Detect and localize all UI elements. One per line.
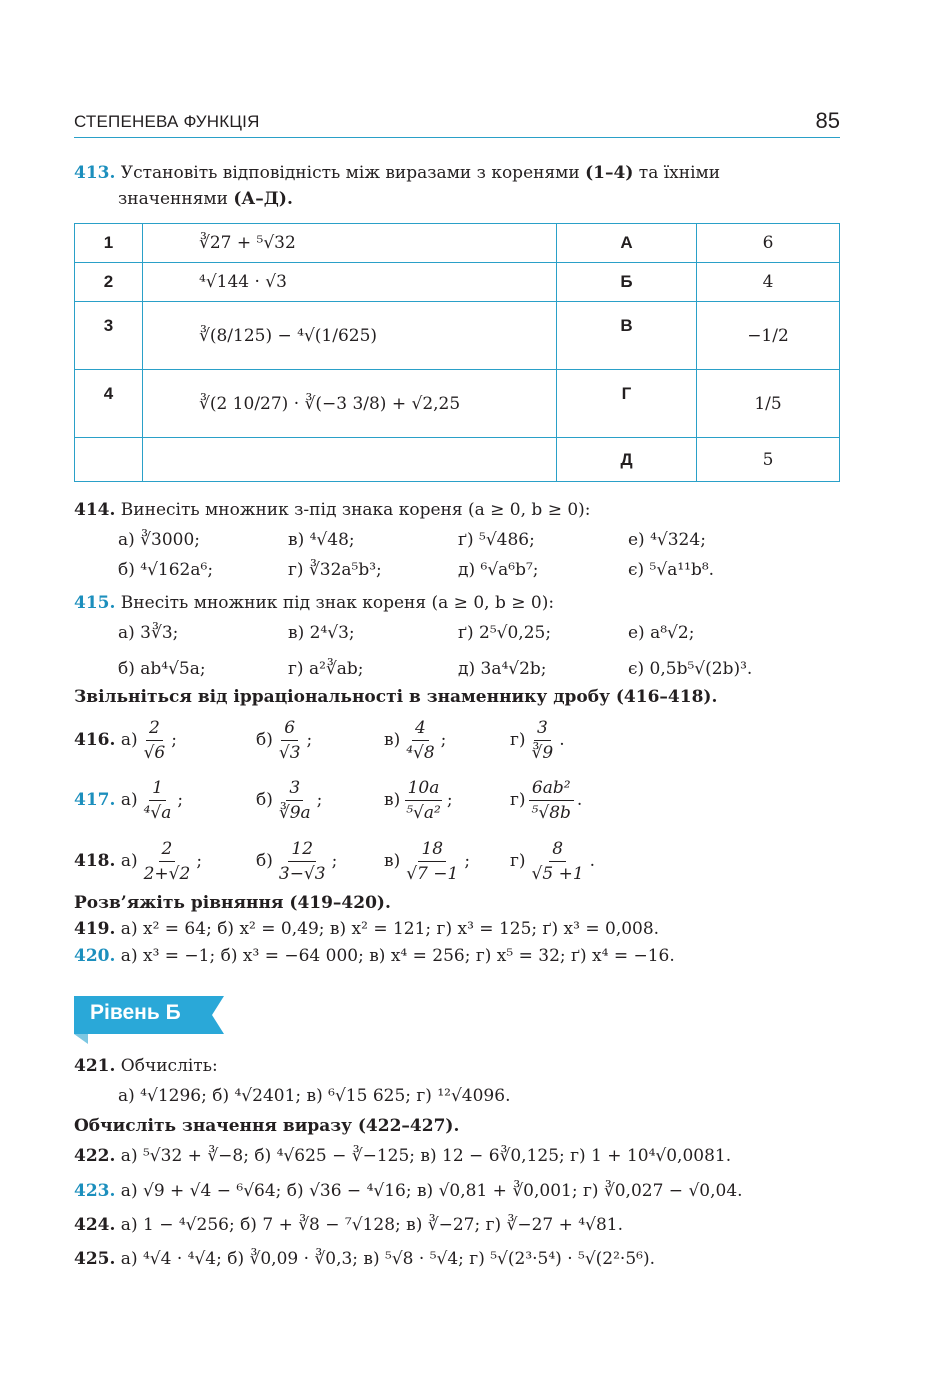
fraction [529,837,587,886]
answer-value: 4 [697,263,840,302]
answer-row [74,618,842,648]
answer-item: д) ⁶√a⁶b⁷; [458,560,539,580]
fraction [141,837,194,886]
exercise-number: 415. [74,593,116,613]
root-expression: ∛(8/125) − ⁴√(1/625) [143,302,557,370]
item-label: г) [510,730,526,750]
fraction [403,716,437,765]
fraction-item [256,772,322,828]
exercise-414-prompt [74,495,842,525]
numerator: 4 [412,716,429,741]
fraction-item [510,833,595,889]
answer-letter: Г [557,370,697,438]
root-expression: ⁴√144 · √3 [143,263,557,302]
exercise-text: Установіть відповідність між виразами з коренями [115,163,586,183]
denominator: ∛9a [278,802,311,823]
numerator: 2 [159,837,176,862]
exercise-number: 417. [74,790,116,810]
exercise-number: 425. [74,1249,116,1269]
numerator: 1 [149,776,166,801]
answer-item: ґ) 2⁵√0,25; [458,623,552,643]
item-label: б) [256,851,273,871]
answer-item: ґ) ⁵√486; [458,530,535,550]
fraction-item [256,833,337,889]
section-hint: Обчисліть значення виразу (422–427). [74,1116,460,1136]
item-label: в) [384,730,401,750]
exercise-418 [74,833,842,889]
answer-item: б) ab⁴√5a; [118,659,206,679]
denominator: 3−√3 [278,863,326,884]
exercise-number: 421. [74,1056,116,1076]
denominator: ⁴√8 [406,742,435,763]
answer-item: г) a²∛ab; [288,659,364,679]
fraction [276,776,314,825]
exercise-text: Обчисліть: [115,1056,218,1076]
table-row [75,438,840,482]
fraction-item [384,712,446,768]
exercise-text-bold: (1–4) [585,163,634,183]
answer-item: е) a⁸√2; [628,623,695,643]
answer-item: а) 3∛3; [118,623,179,643]
exercise-text: а) 1 − ⁴√256; б) 7 + ∛8 − ⁷√128; в) ∛−27; г) ∛−27 + ⁴√81. [115,1215,623,1235]
item-label: б) [256,790,273,810]
chapter-title: СТЕПЕНЕВА ФУНКЦІЯ [74,112,260,131]
answer-letter: А [557,224,697,263]
item-label: а) [120,730,138,750]
exercise-417 [74,772,842,828]
numerator: 18 [418,837,446,862]
exercise-number: 422. [74,1146,116,1166]
row-index: 3 [75,302,143,370]
table-row [75,263,840,302]
fraction [276,716,304,765]
fraction-item [510,712,565,768]
item-label: г) [510,851,526,871]
root-expression: ∛(2 10/27) · ∛(−3 3/8) + √2,25 [143,370,557,438]
numerator: 10a [405,776,443,801]
answer-letter: Б [557,263,697,302]
exercise-text: значеннями [118,189,234,209]
item-label: г) [510,790,526,810]
answer-item: в) ⁴√48; [288,530,355,550]
exercise-number: 416. [74,730,116,750]
fraction-item [74,833,202,889]
exercise-423 [74,1178,842,1204]
exercise-number: 423. [74,1181,116,1201]
item-label: в) [384,851,401,871]
answer-row: а) ⁴√1296; б) ⁴√2401; в) ⁶√15 625; г) ¹²√4096. [118,1086,511,1106]
answer-row [74,525,842,555]
exercise-number: 418. [74,851,116,871]
item-label: в) [384,790,401,810]
exercise-421 [74,1051,842,1111]
fraction [529,716,557,765]
answer-letter: Д [557,438,697,482]
row-index: 2 [75,263,143,302]
denominator: 2+√2 [143,863,191,884]
fraction-item [510,772,582,828]
punct: ; [331,851,338,871]
answer-item: в) 2⁴√3; [288,623,355,643]
row-index: 1 [75,224,143,263]
answer-item: г) ∛32a⁵b³; [288,560,382,580]
punct: ; [196,851,203,871]
punct: ; [464,851,471,871]
exercise-414 [74,495,842,585]
exercise-number: 424. [74,1215,116,1235]
punct: ; [440,730,447,750]
fraction [141,776,175,825]
denominator: √7 −1 [406,863,459,884]
exercise-number: 419. [74,919,116,939]
denominator: √6 [143,742,166,763]
punct: ; [171,730,177,750]
fraction-item [256,712,312,768]
answer-item: є) ⁵√a¹¹b⁸. [628,560,715,580]
exercise-text: та їхніми [633,163,721,183]
answer-value: −1/2 [697,302,840,370]
denominator: √3 [278,742,301,763]
exercise-415-prompt [74,588,842,618]
answer-value: 5 [697,438,840,482]
level-badge [74,996,224,1034]
denominator: ⁴√a [143,802,172,823]
fraction-item [384,772,453,828]
numerator: 3 [534,716,551,741]
fraction [403,776,444,825]
exercise-text-bold: (А–Д). [233,189,293,209]
exercise-419 [74,916,842,942]
level-badge-tail [74,1034,88,1044]
exercise-413 [74,160,842,212]
punct: ; [446,790,453,810]
exercise-text: а) x² = 64; б) x² = 0,49; в) x² = 121; г) x³ = 125; ґ) x³ = 0,008. [115,919,660,939]
exercise-413-line2 [74,186,842,212]
item-label: б) [256,730,273,750]
punct: . [576,790,583,810]
running-head [74,108,840,138]
fraction [403,837,461,886]
answer-item: є) 0,5b⁵√(2b)³. [628,659,753,679]
punct: . [589,851,596,871]
answer-item: д) 3a⁴√2b; [458,659,547,679]
table-row [75,302,840,370]
fraction [529,776,574,825]
answer-row [74,654,842,684]
answer-item: е) ⁴√324; [628,530,706,550]
item-label: а) [120,790,138,810]
table-row [75,224,840,263]
section-hint: Звільніться від ірраціональності в знаменнику дробу (416–418). [74,687,718,707]
exercise-420 [74,943,842,969]
numerator: 12 [288,837,316,862]
exercise-415 [74,588,842,684]
answer-letter: В [557,302,697,370]
answer-value: 1/5 [697,370,840,438]
row-index [75,438,143,482]
exercise-421-prompt [74,1051,842,1081]
exercise-text: Внесіть множник під знак кореня (a ≥ 0, b ≥ 0): [115,593,555,613]
exercise-number: 413. [74,163,116,183]
denominator: ∛9 [531,742,554,763]
level-label: Рівень Б [90,1001,181,1024]
punct: ; [316,790,323,810]
root-expression [143,438,557,482]
denominator: √5 +1 [531,863,584,884]
numerator: 3 [286,776,303,801]
fraction [141,716,169,765]
page-number: 85 [815,108,840,133]
row-index: 4 [75,370,143,438]
root-expression: ∛27 + ⁵√32 [143,224,557,263]
answer-item: б) ⁴√162a⁶; [118,560,214,580]
exercise-416 [74,712,842,768]
item-label: а) [120,851,138,871]
exercise-425 [74,1246,842,1272]
exercise-text: Винесіть множник з-під знака кореня (a ≥ 0, b ≥ 0): [115,500,591,520]
answer-value: 6 [697,224,840,263]
table-row [75,370,840,438]
fraction [276,837,329,886]
exercise-number: 414. [74,500,116,520]
punct: . [559,730,565,750]
exercise-text: а) ⁵√32 + ∛−8; б) ⁴√625 − ∛−125; в) 12 − 6∛0,125; г) 1 + 10⁴√0,0081. [115,1146,732,1166]
numerator: 6ab² [529,776,574,801]
punct: ; [177,790,184,810]
fraction-item [74,712,177,768]
exercise-413-line1 [74,160,842,186]
matching-table [74,223,840,482]
fraction-item [74,772,183,828]
exercise-424 [74,1212,842,1238]
numerator: 6 [281,716,298,741]
exercise-number: 420. [74,946,116,966]
answer-item: а) ∛3000; [118,530,200,550]
punct: ; [306,730,313,750]
section-hint: Розв’яжіть рівняння (419–420). [74,893,391,913]
exercise-text: а) √9 + √4 − ⁶√64; б) √36 − ⁴√16; в) √0,81 + ∛0,001; г) ∛0,027 − √0,04. [115,1181,743,1201]
numerator: 2 [146,716,163,741]
numerator: 8 [549,837,566,862]
denominator: ⁵√8b [531,802,571,823]
exercise-text: а) ⁴√4 · ⁴√4; б) ∛0,09 · ∛0,3; в) ⁵√8 · ⁵√4; г) ⁵√(2³·5⁴) · ⁵√(2²·5⁶). [115,1249,656,1269]
exercise-422 [74,1143,842,1169]
fraction-item [384,833,470,889]
denominator: ⁵√a² [406,802,441,823]
exercise-text: а) x³ = −1; б) x³ = −64 000; в) x⁴ = 256; г) x⁵ = 32; ґ) x⁴ = −16. [115,946,675,966]
answer-row [74,555,842,585]
